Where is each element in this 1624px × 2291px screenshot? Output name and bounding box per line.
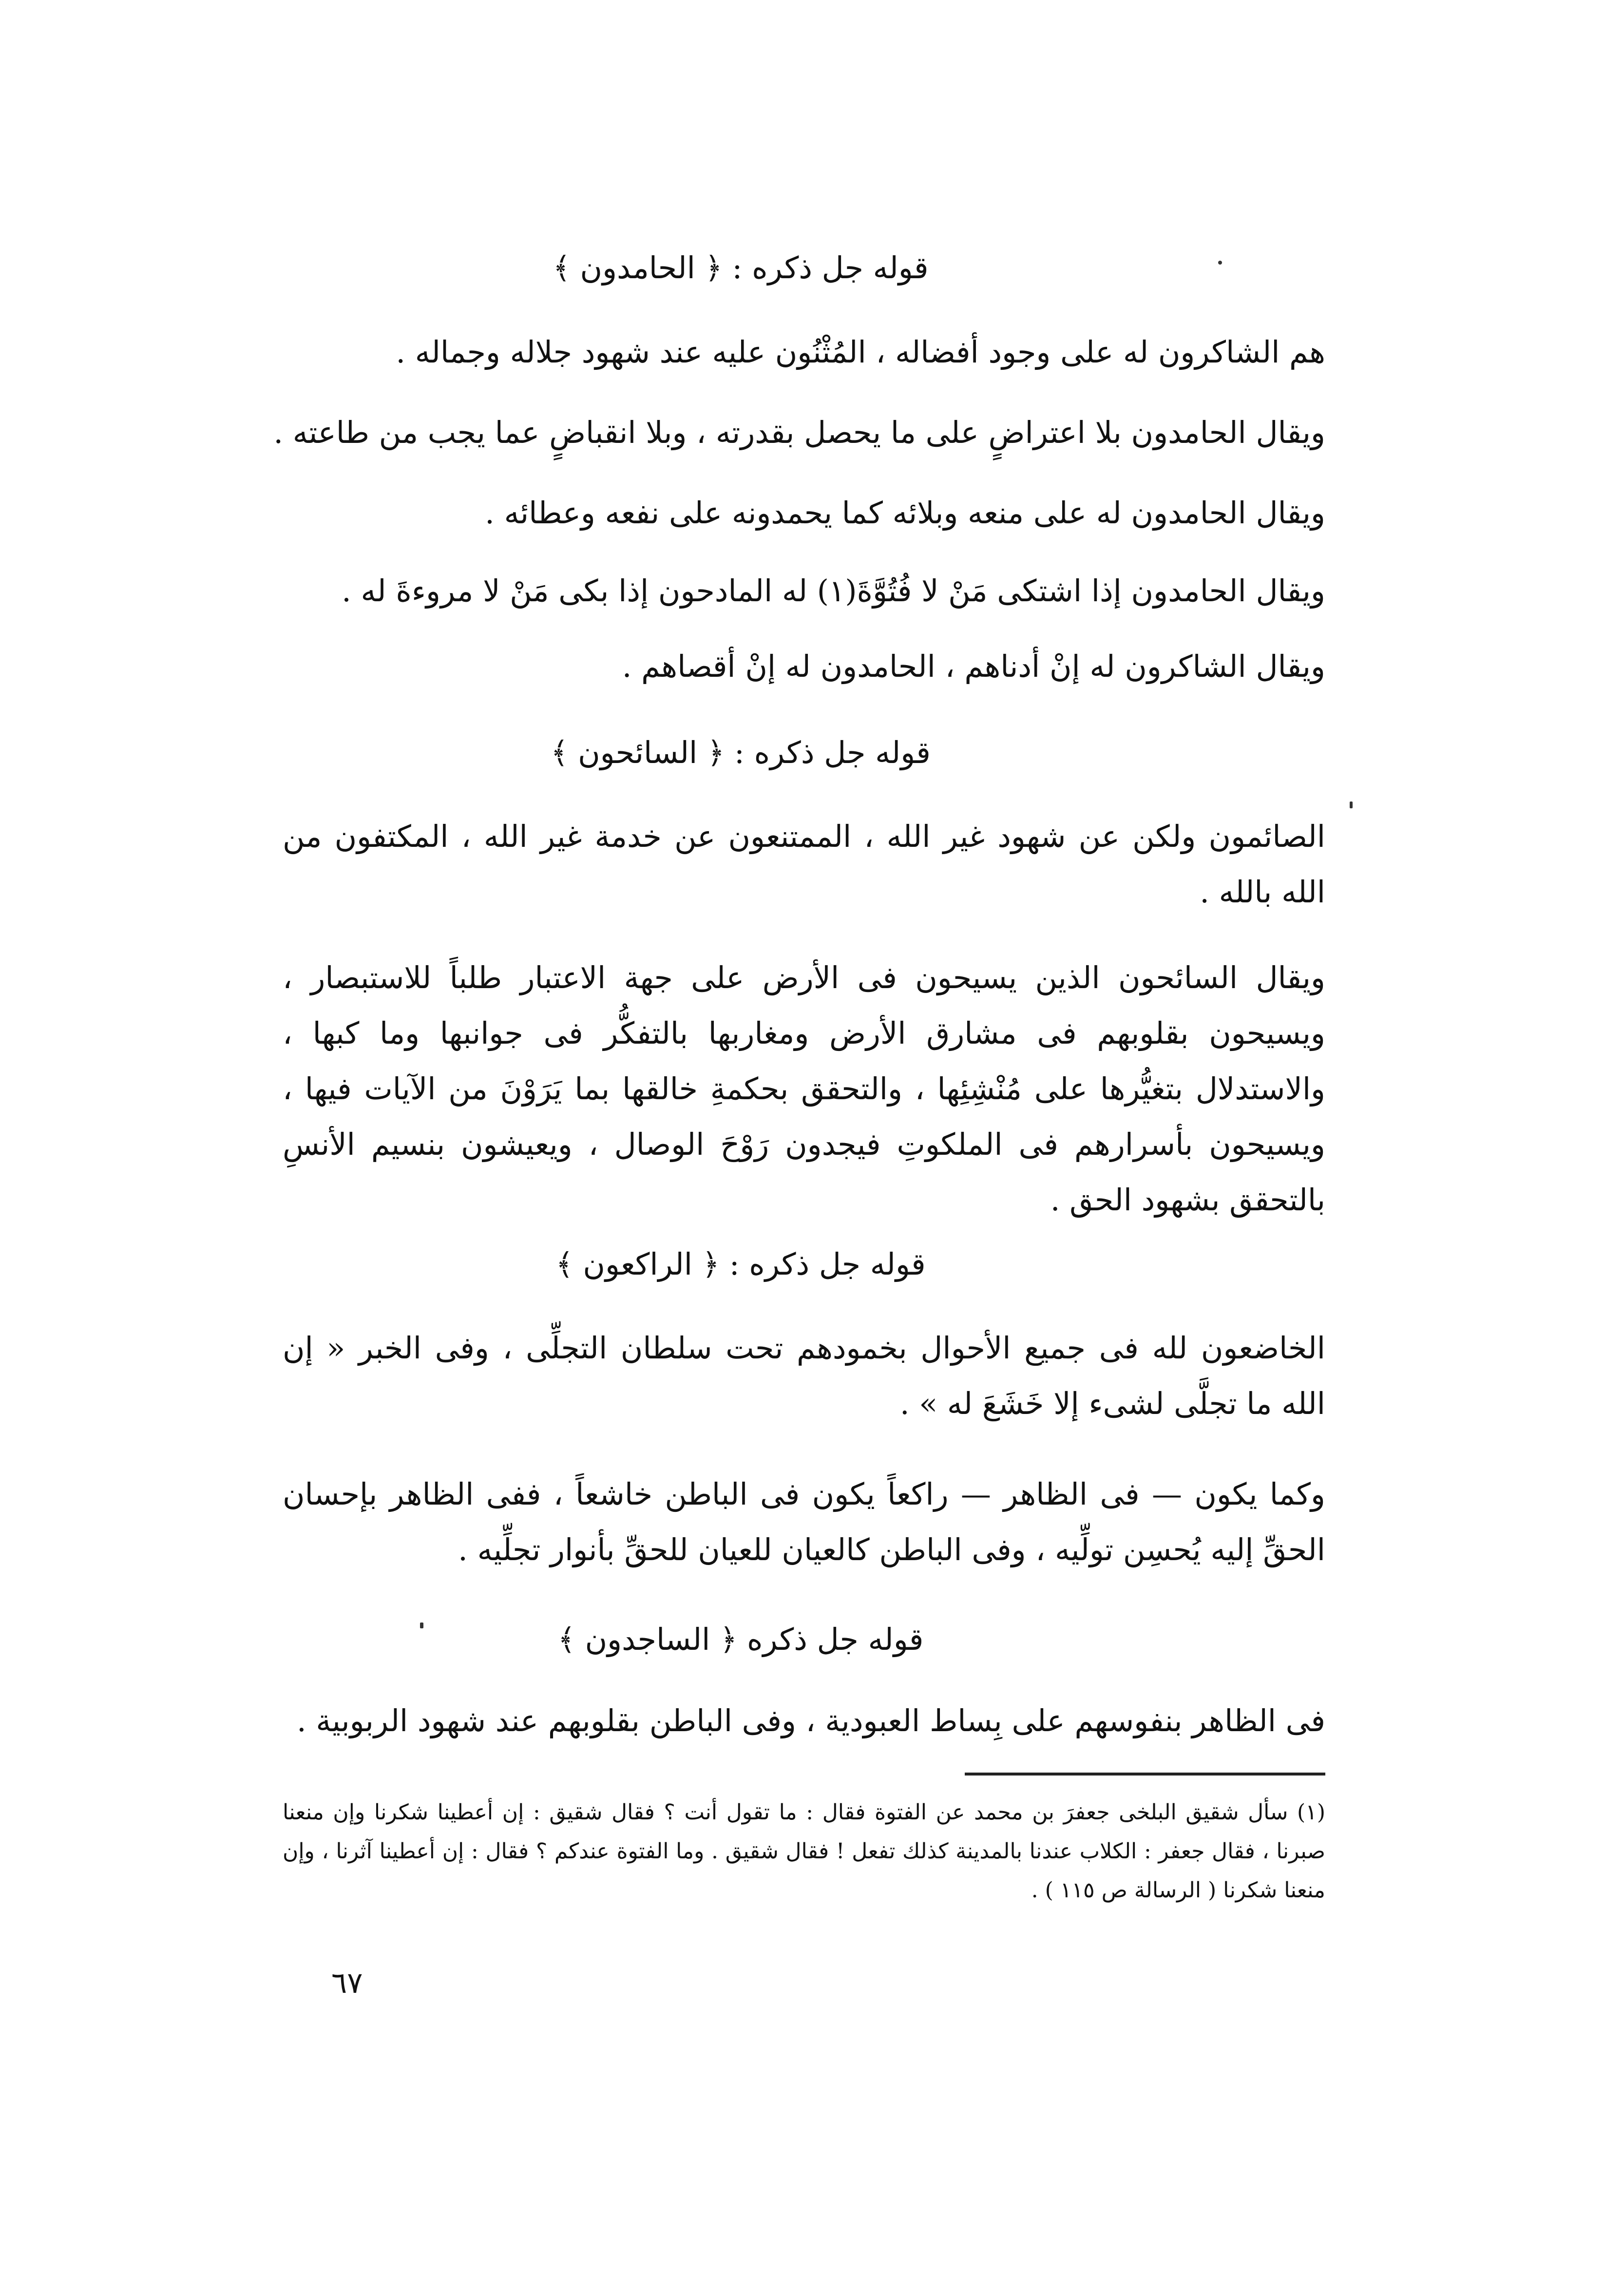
heading-rakiun: قوله جل ذكره : ﴿ الراكعون ﴾: [555, 1246, 926, 1282]
footnote-separator: [965, 1773, 1325, 1776]
rakiun-paragraph-2: وكما يكون — فى الظاهر — راكعاً يكون فى الباطن خاشعاً ، ففى الظاهر بإحسان الحقِّ إليه يُحسِن تولِّيه ، وفى الباطن كالعيان للعيان للحقِّ بأنوار تجلِّيه .: [283, 1476, 1325, 1567]
hamidun-line-4: ويقال الحامدون إذا اشتكى مَنْ لا فُتُوَّةَ(١) له المادحون إذا بكى مَنْ لا مروءةَ له .: [342, 573, 1325, 609]
heading-saihun: قوله جل ذكره : ﴿ السائحون ﴾: [551, 735, 931, 770]
footnote: (١) سأل شقيق البلخى جعفرَ بن محمد عن الفتوة فقال : ما تقول أنت ؟ فقال شقيق : إن أعطينا شكرنا وإن منعنا صبرنا ، فقال جعفر : الكلاب عندنا بالمدينة كذلك تفعل ! فقال شقيق . وما الفتوة عندكم ؟ فقال : إن أعطينا آثرنا ، وإن منعنا شكرنا ( الرسالة ص ١١٥ ) .: [283, 1800, 1325, 1903]
heading-hamidun: قوله جل ذكره : ﴿ الحامدون ﴾: [553, 250, 929, 286]
rakiun-paragraph-1: الخاضعون لله فى جميع الأحوال بخمودهم تحت سلطان التجلِّى ، وفى الخبر « إن الله ما تجلَّى لشىء إلا خَشَعَ له » .: [283, 1330, 1325, 1421]
hamidun-line-1: هم الشاكرون له على وجود أفضاله ، المُثْنُون عليه عند شهود جلاله وجماله .: [396, 334, 1325, 370]
hamidun-line-5: ويقال الشاكرون له إنْ أدناهم ، الحامدون له إنْ أقصاهم .: [622, 649, 1325, 684]
saihun-paragraph-2: ويقال السائحون الذين يسيحون فى الأرض على جهة الاعتبار طلباً للاستبصار ، ويسيحون بقلوبهم فى مشارق الأرض ومغاربها بالتفكُّر فى جوانبها وما كبها ، والاستدلال بتغيُّرها على مُنْشِئِها ، والتحقق بحكمةِ خالقها بما يَرَوْنَ من الآيات فيها ، ويسيحون بأسرارهم فى الملكوتِ فيجدون رَوْحَ الوصال ، ويعيشون بنسيم الأنسِ بالتحقق بشهود الحق .: [283, 960, 1325, 1218]
page-number: ٦٧: [331, 1966, 363, 2000]
heading-sajidun: قوله جل ذكره ﴿ الساجدون ﴾: [557, 1622, 924, 1657]
hamidun-line-2: ويقال الحامدون بلا اعتراضٍ على ما يحصل بقدرته ، وبلا انقباضٍ عما يجب من طاعته .: [273, 415, 1325, 450]
sajidun-paragraph-1: فى الظاهر بنفوسهم على بِساط العبودية ، وفى الباطن بقلوبهم عند شهود الربوبية .: [296, 1703, 1325, 1738]
saihun-paragraph-1: الصائمون ولكن عن شهود غير الله ، الممتنعون عن خدمة غير الله ، المكتفون من الله بالله .: [283, 819, 1325, 910]
scan-speck: [1350, 802, 1353, 808]
hamidun-line-3: ويقال الحامدون له على منعه وبلائه كما يحمدونه على نفعه وعطائه .: [485, 495, 1325, 531]
